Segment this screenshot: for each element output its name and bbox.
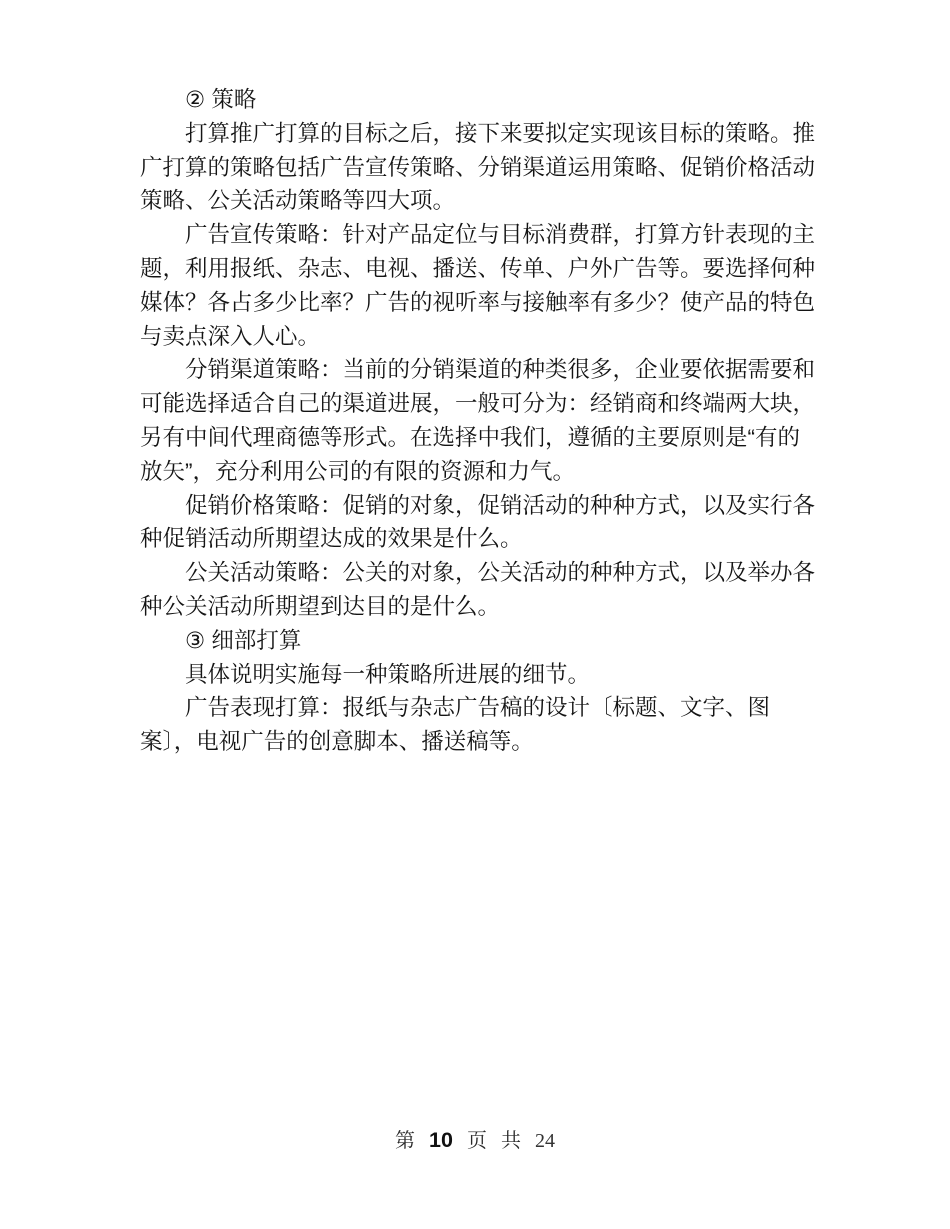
text-line: 广打算的策略包括广告宣传策略、分销渠道运用策略、促销价格活动 bbox=[140, 154, 816, 180]
text-line: 分销渠道策略：当前的分销渠道的种类很多，企业要依据需要和 bbox=[185, 357, 816, 383]
text-line: 打算推广打算的目标之后，接下来要拟定实现该目标的策略。推 bbox=[185, 120, 816, 146]
text-line: 具体说明实施每一种策略所进展的细节。 bbox=[185, 661, 591, 687]
page-footer bbox=[0, 1124, 950, 1153]
current-page-number: 10 bbox=[429, 1128, 453, 1152]
heading-strategy: ② 策略 bbox=[185, 87, 257, 112]
footer-label-di: 第 bbox=[395, 1130, 416, 1152]
heading-detail-plan: ③ 细部打算 bbox=[185, 627, 302, 653]
text-line: 促销价格策略：促销的对象，促销活动的种种方式，以及实行各 bbox=[185, 492, 816, 518]
text-line: 广告宣传策略：针对产品定位与目标消费群，打算方针表现的主 bbox=[185, 222, 816, 248]
text-line: 广告表现打算：报纸与杂志广告稿的设计〔标题、文字、图 bbox=[185, 695, 771, 721]
text-line: 另有中间代理商德等形式。在选择中我们，遵循的主要原则是“有的 bbox=[140, 424, 800, 450]
total-page-number: 24 bbox=[534, 1130, 555, 1152]
text-line: 种公关活动所期望到达目的是什么。 bbox=[140, 593, 501, 619]
text-line: 媒体？各占多少比率？广告的视听率与接触率有多少？使产品的特色 bbox=[140, 289, 816, 315]
footer-label-gong: 共 bbox=[500, 1130, 521, 1152]
text-line: 放矢”，充分利用公司的有限的资源和力气。 bbox=[140, 458, 575, 484]
text-line: 题，利用报纸、杂志、电视、播送、传单、户外广告等。要选择何种 bbox=[140, 255, 816, 281]
text-line: 公关活动策略：公关的对象，公关活动的种种方式，以及举办各 bbox=[185, 560, 816, 586]
text-line: 案〕，电视广告的创意脚本、播送稿等。 bbox=[140, 729, 534, 755]
document-body bbox=[140, 83, 822, 759]
text-line: 种促销活动所期望达成的效果是什么。 bbox=[140, 526, 523, 552]
text-line: 可能选择适合自己的渠道进展，一般可分为：经销商和终端两大块， bbox=[140, 391, 816, 417]
text-line: 与卖点深入人心。 bbox=[140, 323, 321, 349]
text-line: 策略、公关活动策略等四大项。 bbox=[140, 188, 456, 214]
footer-label-ye: 页 bbox=[466, 1130, 487, 1152]
